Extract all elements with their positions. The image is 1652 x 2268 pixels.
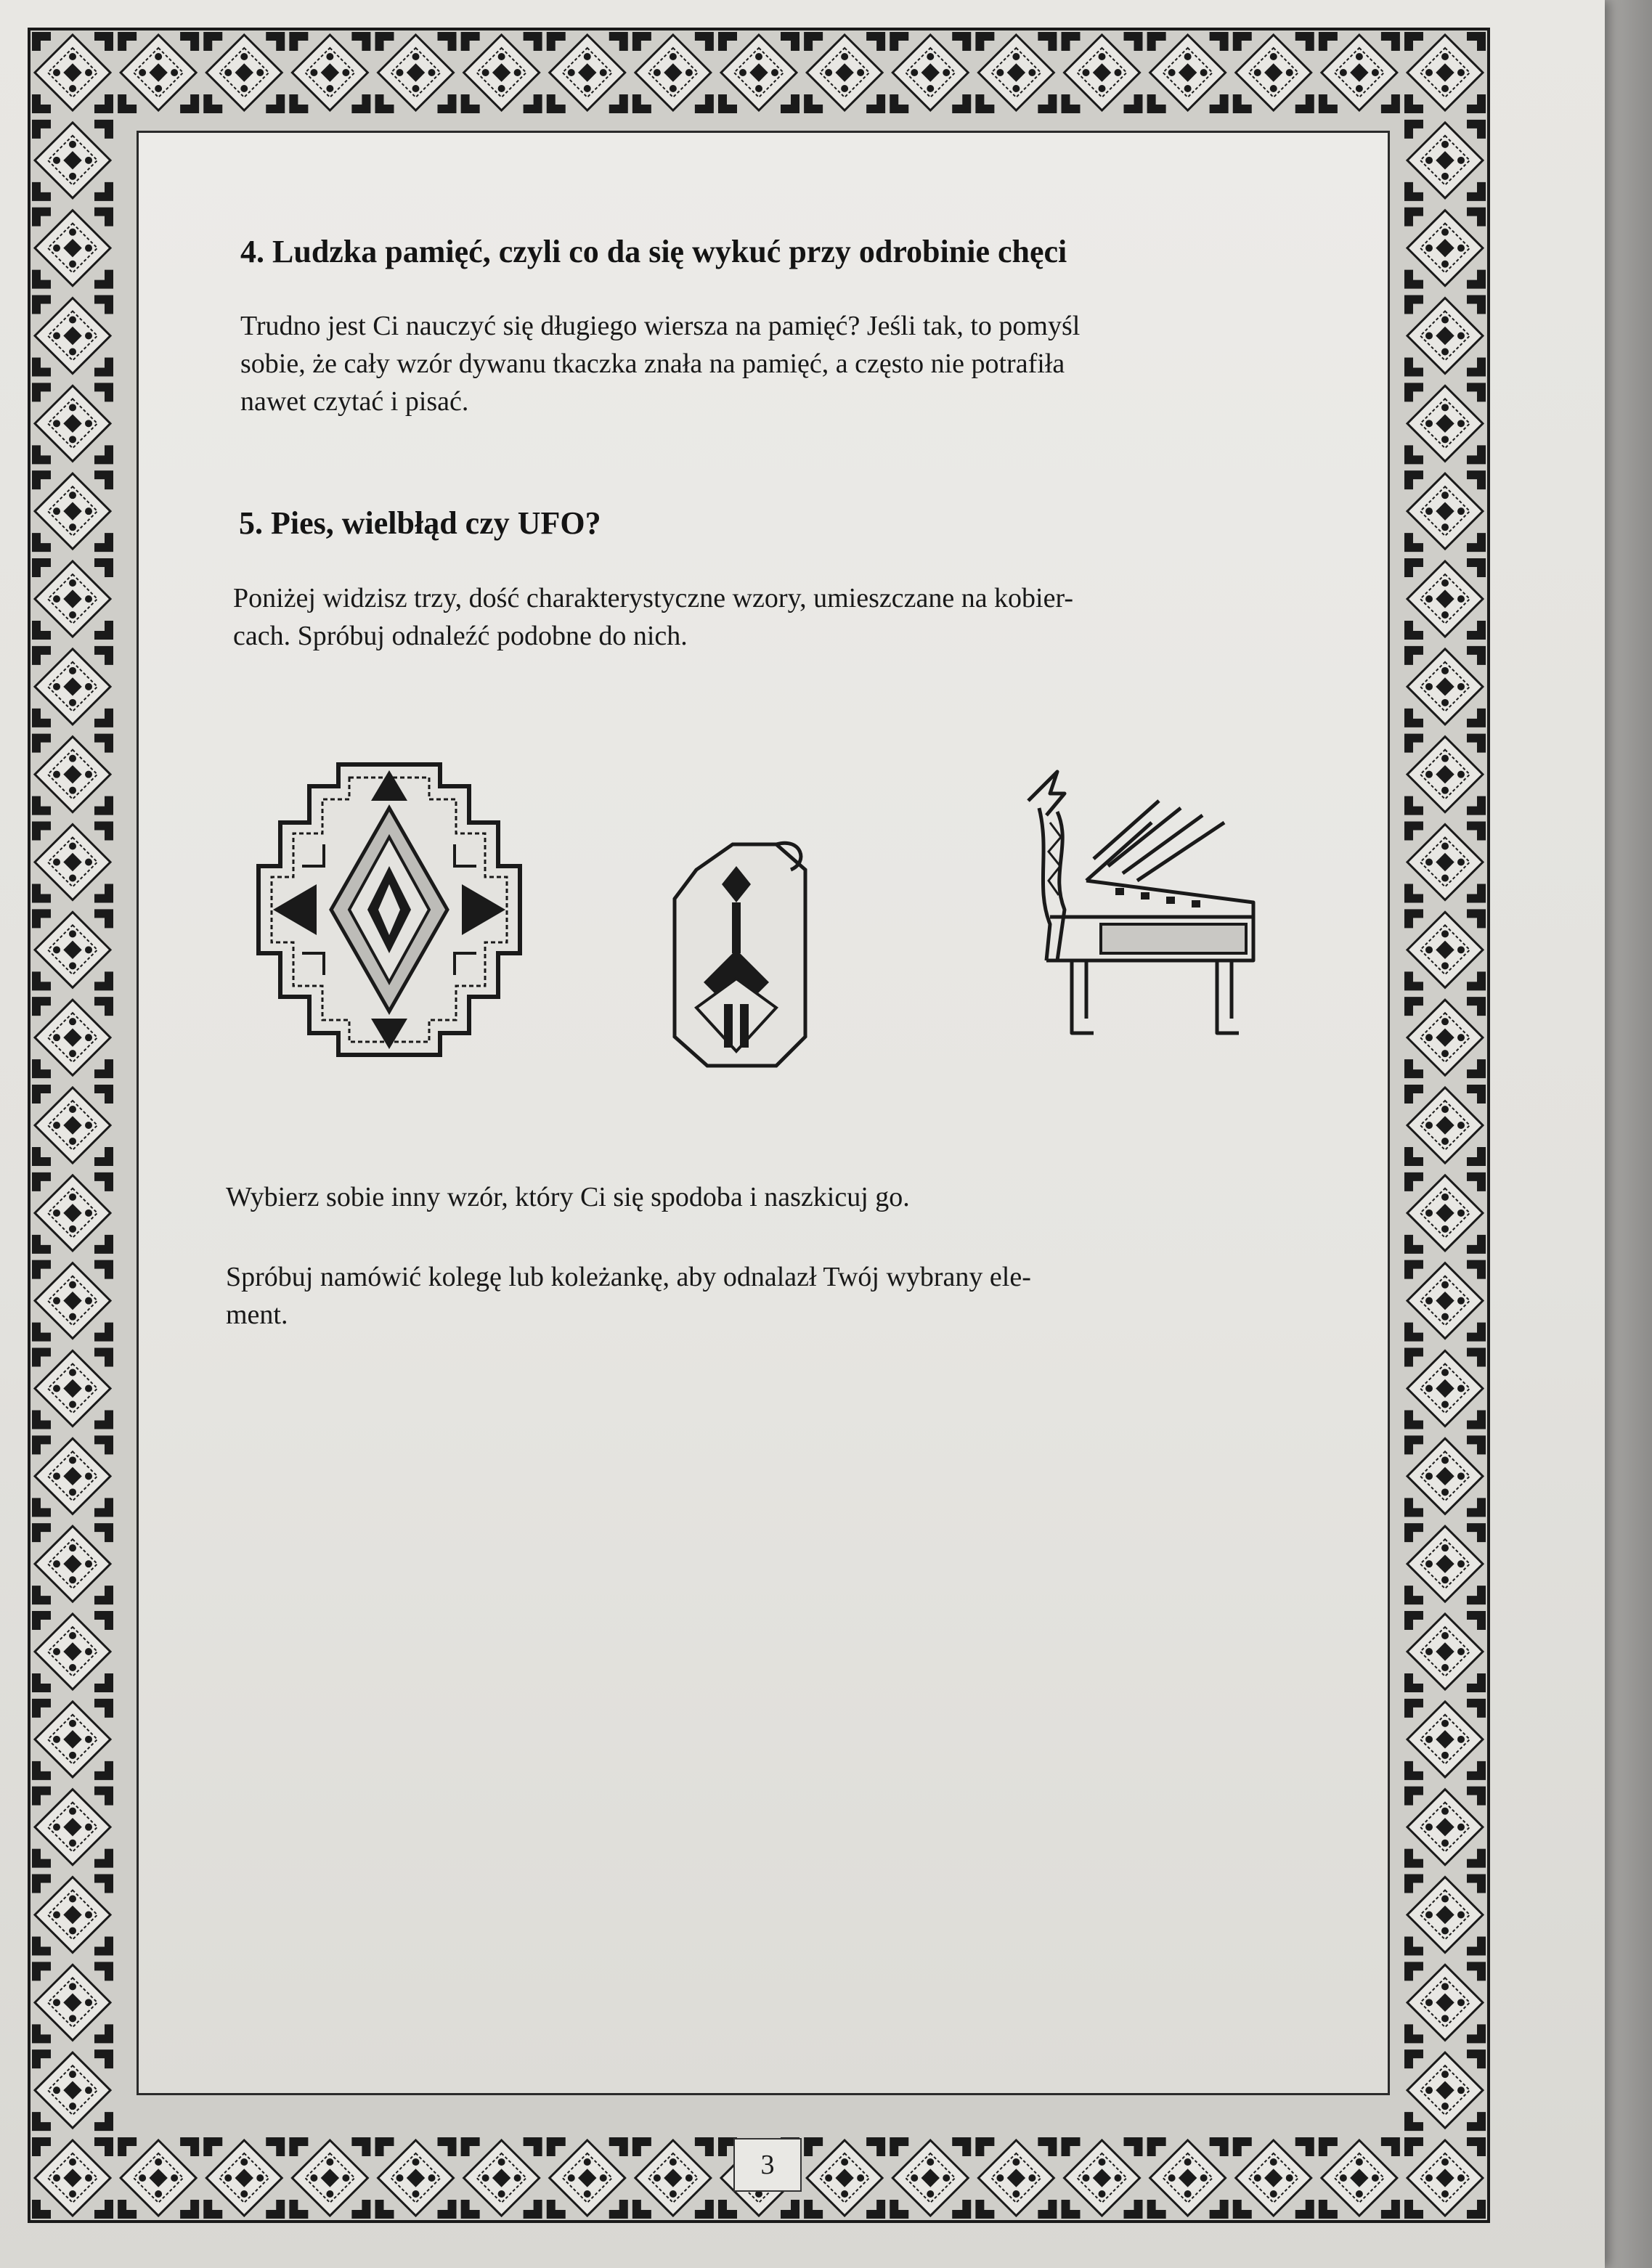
section-5-line: cach. Spróbuj odnaleźć podobne do nich.: [233, 621, 688, 651]
section-4-heading: 4. Ludzka pamięć, czyli co da się wykuć przy odrobinie chęci: [240, 234, 1067, 269]
section-4-line: Trudno jest Ci nauczyć się długiego wiersza na pamięć? Jeśli tak, to pomyśl: [240, 311, 1081, 341]
bird-figure-icon: [1006, 757, 1282, 1062]
cross-medallion-icon: [229, 757, 549, 1062]
task-2-line: Spróbuj namówić kolegę lub koleżankę, aby odnalazł Twój wybrany ele-: [226, 1262, 1031, 1292]
task-2-paragraph: [226, 1258, 1293, 1334]
ufo-hook-icon: [667, 833, 813, 1080]
section-5-paragraph: [233, 579, 1293, 655]
section-4-line: nawet czytać i pisać.: [240, 386, 469, 417]
task-1-text: Wybierz sobie inny wzór, który Ci się spodoba i naszkicuj go.: [226, 1182, 910, 1212]
section-4-paragraph: [240, 307, 1286, 420]
section-5-heading: 5. Pies, wielbłąd czy UFO?: [239, 505, 601, 541]
page-number: 3: [733, 2138, 802, 2192]
section-5-line: Poniżej widzisz trzy, dość charakterystyczne wzory, umieszczane na kobier-: [233, 583, 1074, 613]
page-content-area: [137, 131, 1390, 2095]
section-4-line: sobie, że cały wzór dywanu tkaczka znała na pamięć, a często nie potrafiła: [240, 348, 1065, 379]
task-2-line: ment.: [226, 1300, 288, 1330]
